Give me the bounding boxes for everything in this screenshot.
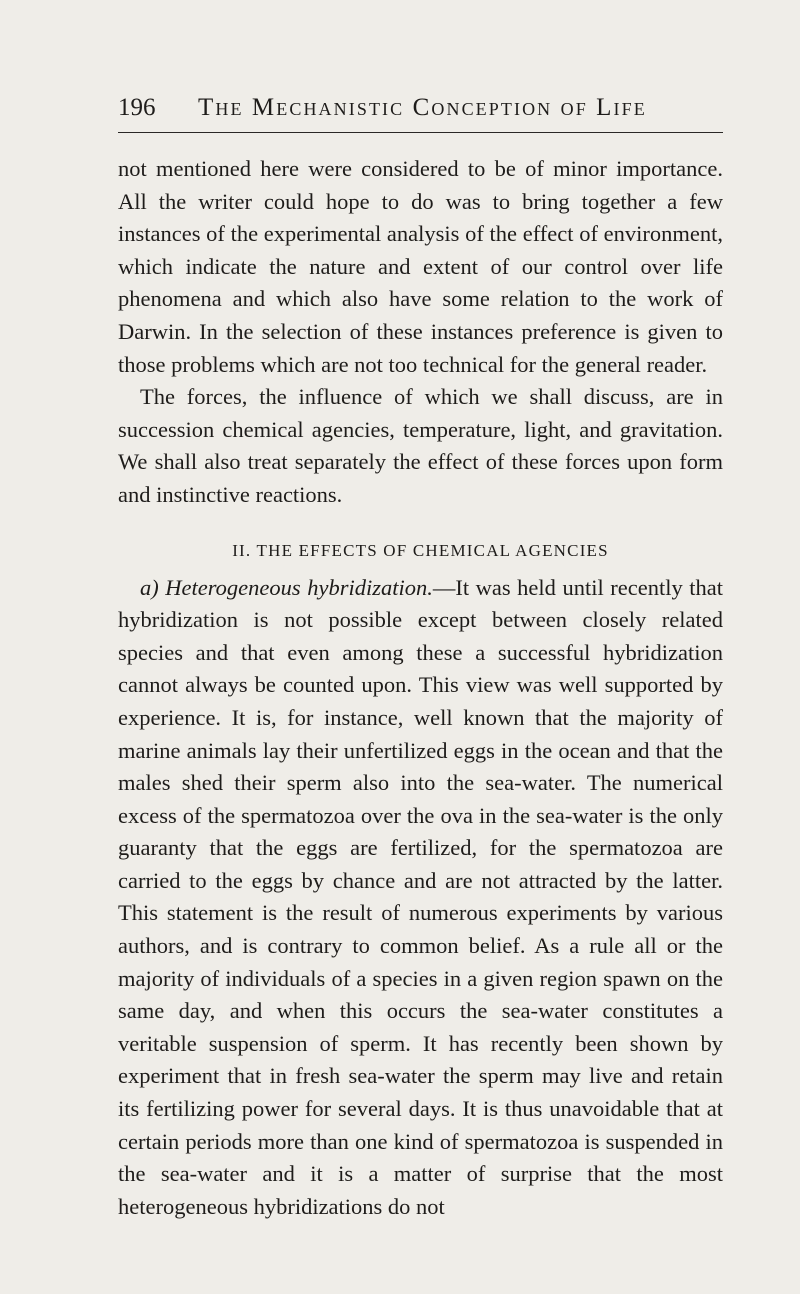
running-title: The Mechanistic Conception of Life: [198, 94, 647, 121]
subsection-text: —It was held until recently that hybridization is not possible except between closely related species and that even among these a successful hybridization cannot always be counted upon. This view was well supported by experience. It is, for instance, well known that the majority of marine animals lay their unfertilized eggs in the ocean and that the males shed their sperm also into the sea-water. The numerical excess of the spermatozoa over the ova in the sea-water is the only guaranty that the eggs are fertilized, for the spermatozoa are carried to the eggs by chance and are not attracted by the latter. This statement is the result of numerous experiments by various authors, and is contrary to common belief. As a rule all or the majority of individuals of a species in a given region spawn on the same day, and when this occurs the sea-water constitutes a veritable suspension of sperm. It has recently been shown by experiment that in fresh sea-water the sperm may live and retain its fertilizing power for several days. It is thus unavoidable that at certain periods more than one kind of spermatozoa is suspended in the sea-water and it is a matter of surprise that the most heterogeneous hybridizations do not: [118, 574, 723, 1219]
body-text: [118, 153, 723, 1223]
paragraph-forces: The forces, the influence of which we shall discuss, are in succession chemical agencies, temperature, light, and gravitation. We shall also treat separately the effect of these forces upon form and instinctive reactions.: [118, 384, 723, 507]
section-heading: II. THE EFFECTS OF CHEMICAL AGENCIES: [232, 540, 609, 560]
page-number: 196: [118, 94, 156, 121]
subsection-label: a) Heterogeneous hybridization.: [140, 574, 433, 600]
running-head: [118, 92, 723, 133]
paragraph-continuation: not mentioned here were considered to be of minor importance. All the writer could hope to do was to bring together a few instances of the experimental analysis of the effect of environment, which indicate the nature and extent of our control over life phenomena and which also have some relation to the work of Darwin. In the selection of these instances preference is given to those problems which are not too technical for the general reader.: [118, 156, 723, 377]
paragraph-hybridization: [118, 572, 723, 1224]
